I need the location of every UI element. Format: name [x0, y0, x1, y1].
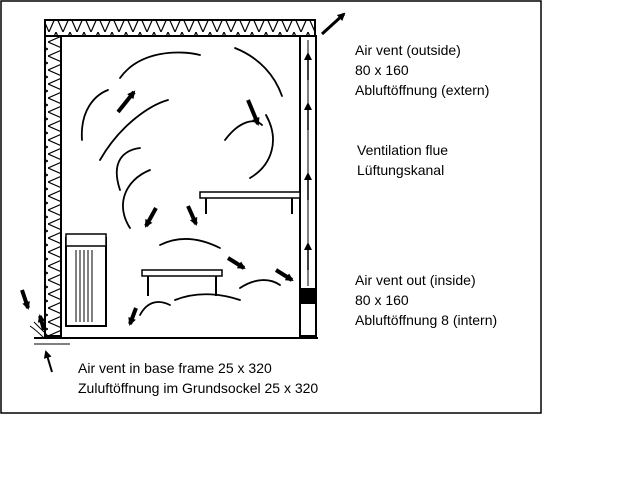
base-vent-pointer — [46, 352, 52, 372]
sauna-heater — [66, 234, 106, 326]
air-vent-inside-title: Air vent out (inside) — [355, 272, 476, 288]
air-vent-inside-german: Abluftöffnung 8 (intern) — [355, 312, 498, 328]
air-vent-base-german: Zuluftöffnung im Grundsockel 25 x 320 — [78, 380, 319, 396]
label-air-vent-inside — [355, 270, 497, 330]
air-vent-inside-size: 80 x 160 — [355, 292, 409, 308]
label-air-vent-base — [78, 358, 318, 398]
label-air-vent-outside — [355, 40, 489, 100]
ventilation-flue-title: Ventilation flue — [357, 142, 449, 158]
air-vent-outside-german: Abluftöffnung (extern) — [355, 82, 490, 98]
air-vent-outside-size: 80 x 160 — [355, 62, 409, 78]
upper-bench — [200, 192, 300, 214]
flow-arrows — [22, 92, 292, 330]
ceiling-truss — [45, 20, 315, 36]
label-ventilation-flue — [357, 140, 448, 180]
lower-bench — [142, 270, 222, 296]
air-vent-base-title: Air vent in base frame 25 x 320 — [78, 360, 272, 376]
outside-vent-arrow — [322, 14, 344, 34]
left-wall-truss — [45, 36, 61, 336]
ventilation-flue-german: Lüftungskanal — [357, 162, 445, 178]
air-vent-outside-title: Air vent (outside) — [355, 42, 461, 58]
